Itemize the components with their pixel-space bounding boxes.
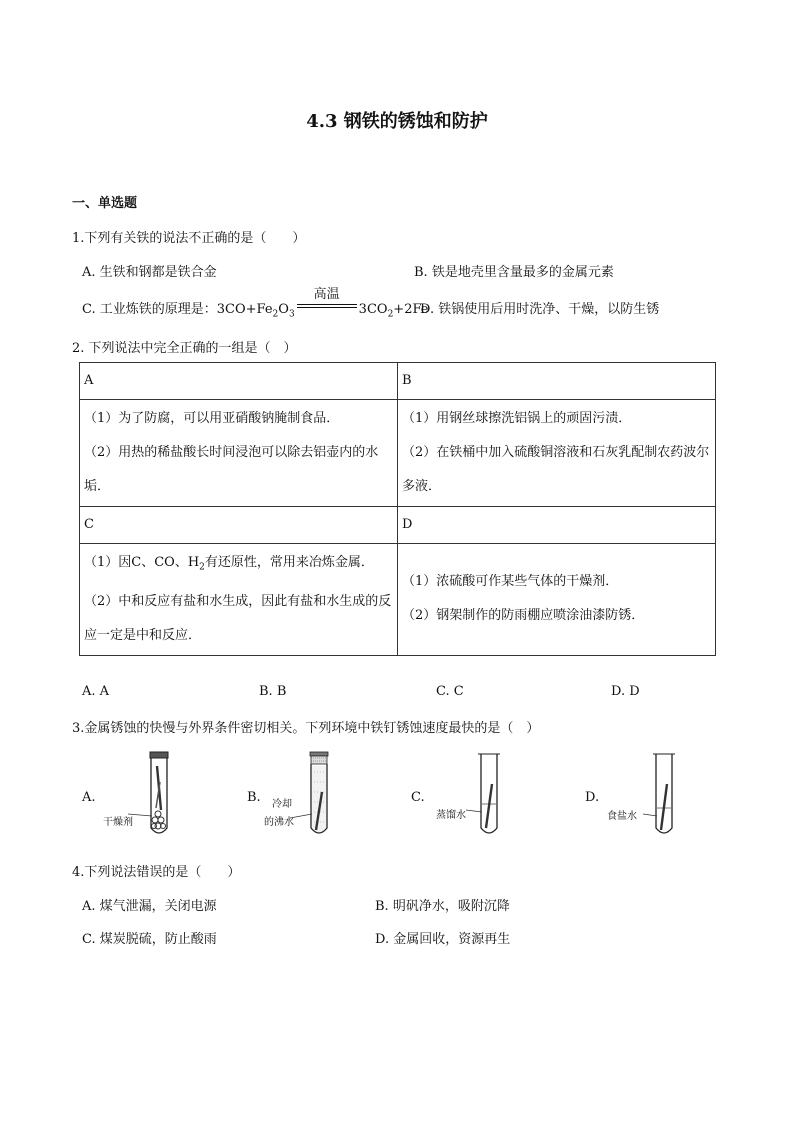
reaction-condition: 高温: [313, 287, 340, 302]
question-2-table: [79, 362, 716, 656]
question-4-stem: 4.下列说法错误的是（ ）: [72, 865, 241, 880]
question-2-option-c[interactable]: C. C: [436, 684, 464, 699]
cell-b-line-1: （1）用钢丝球擦洗铝锅上的顽固污渍．: [402, 411, 632, 426]
table-cell-b: [398, 400, 716, 507]
question-1-option-a[interactable]: A. 生铁和钢都是铁合金: [82, 265, 217, 280]
table-cell-d: [398, 544, 716, 656]
question-1-stem: 1.下列有关铁的说法不正确的是（ ）: [72, 231, 306, 246]
option-c-text-prefix: C. 工业炼铁的原理是：3CO+Fe: [82, 302, 273, 317]
cell-a-line-2: （2）用热的稀盐酸长时间浸泡可以除去铝壶内的水垢．: [84, 445, 379, 494]
question-1-option-b[interactable]: B. 铁是地壳里含量最多的金属元素: [414, 265, 614, 280]
label-dry-agent: 干燥剂: [103, 817, 133, 828]
label-distilled-water: 蒸馏水: [436, 810, 466, 821]
question-3-option-b[interactable]: B.: [247, 790, 261, 805]
question-2-option-b[interactable]: B. B: [259, 684, 287, 699]
question-3-option-d[interactable]: D.: [585, 790, 600, 805]
subscript: 2: [272, 309, 279, 320]
cell-b-line-2: （2）在铁桶中加入硫酸铜溶液和石灰乳配制农药波尔多液．: [402, 445, 710, 494]
question-4-option-a[interactable]: A. 煤气泄漏，关闭电源: [82, 899, 217, 914]
test-tube-boiled-water-icon: [300, 752, 340, 838]
question-2-option-a[interactable]: A. A: [82, 684, 110, 699]
subscript: 2: [199, 562, 205, 573]
question-1-option-d[interactable]: D. 铁锅使用后用时洗净、干燥，以防生锈: [420, 302, 660, 317]
page-title: 4.3 钢铁的锈蚀和防护: [306, 111, 488, 132]
question-3-option-a[interactable]: A.: [82, 790, 96, 805]
cell-c-line-1: [84, 546, 393, 585]
question-2-stem: 2. 下列说法中完全正确的一组是（ ）: [72, 341, 297, 356]
table-cell-a: [80, 400, 398, 507]
label-cooled: 冷却: [272, 799, 292, 810]
table-head-d: D: [398, 507, 716, 544]
test-tube-dry-agent-icon: [140, 752, 180, 838]
cell-c-line-2: （2）中和反应有盐和水生成，因此有盐和水生成的反应一定是中和反应．: [84, 593, 392, 643]
reaction-arrow: [295, 287, 359, 313]
question-3-option-c[interactable]: C.: [411, 790, 425, 805]
subscript: 2: [387, 309, 394, 320]
cell-d-line-1: （1）浓硫酸可作某些气体的干燥剂．: [402, 574, 619, 590]
cell-c-line-1-pre: （1）因C、CO、H: [84, 555, 200, 570]
option-c-text-mid: O: [278, 302, 289, 317]
test-tube-salt-water-icon: [645, 752, 685, 838]
table-head-c: C: [80, 507, 398, 544]
option-c-text-end: +2Fe: [393, 302, 429, 317]
subscript: 3: [288, 309, 295, 320]
question-1-option-c[interactable]: [82, 287, 429, 320]
label-boiled-water: 的沸水: [264, 817, 294, 828]
option-c-text-suffix: 3CO: [358, 302, 388, 317]
test-tube-distilled-water-icon: [470, 752, 510, 838]
question-2-option-d[interactable]: D. D: [611, 684, 640, 699]
table-head-a: A: [80, 363, 398, 400]
label-salt-water: 食盐水: [607, 811, 637, 822]
question-4-option-b[interactable]: B. 明矾净水，吸附沉降: [375, 899, 510, 914]
question-3-stem: 3.金属锈蚀的快慢与外界条件密切相关。下列环境中铁钉锈蚀速度最快的是（ ）: [72, 721, 540, 736]
cell-c-line-1-post: 有还原性，常用来冶炼金属．: [204, 555, 374, 570]
table-head-b: B: [398, 363, 716, 400]
question-4-option-d[interactable]: D. 金属回收，资源再生: [375, 932, 511, 947]
table-cell-c: [80, 544, 398, 656]
section-heading: 一、单选题: [72, 196, 138, 211]
cell-a-line-1: （1）为了防腐，可以用亚硝酸钠腌制食品．: [84, 411, 340, 426]
cell-d-line-2: （2）钢架制作的防雨棚应喷涂油漆防锈．: [402, 608, 645, 624]
question-4-option-c[interactable]: C. 煤炭脱硫，防止酸雨: [82, 932, 217, 947]
